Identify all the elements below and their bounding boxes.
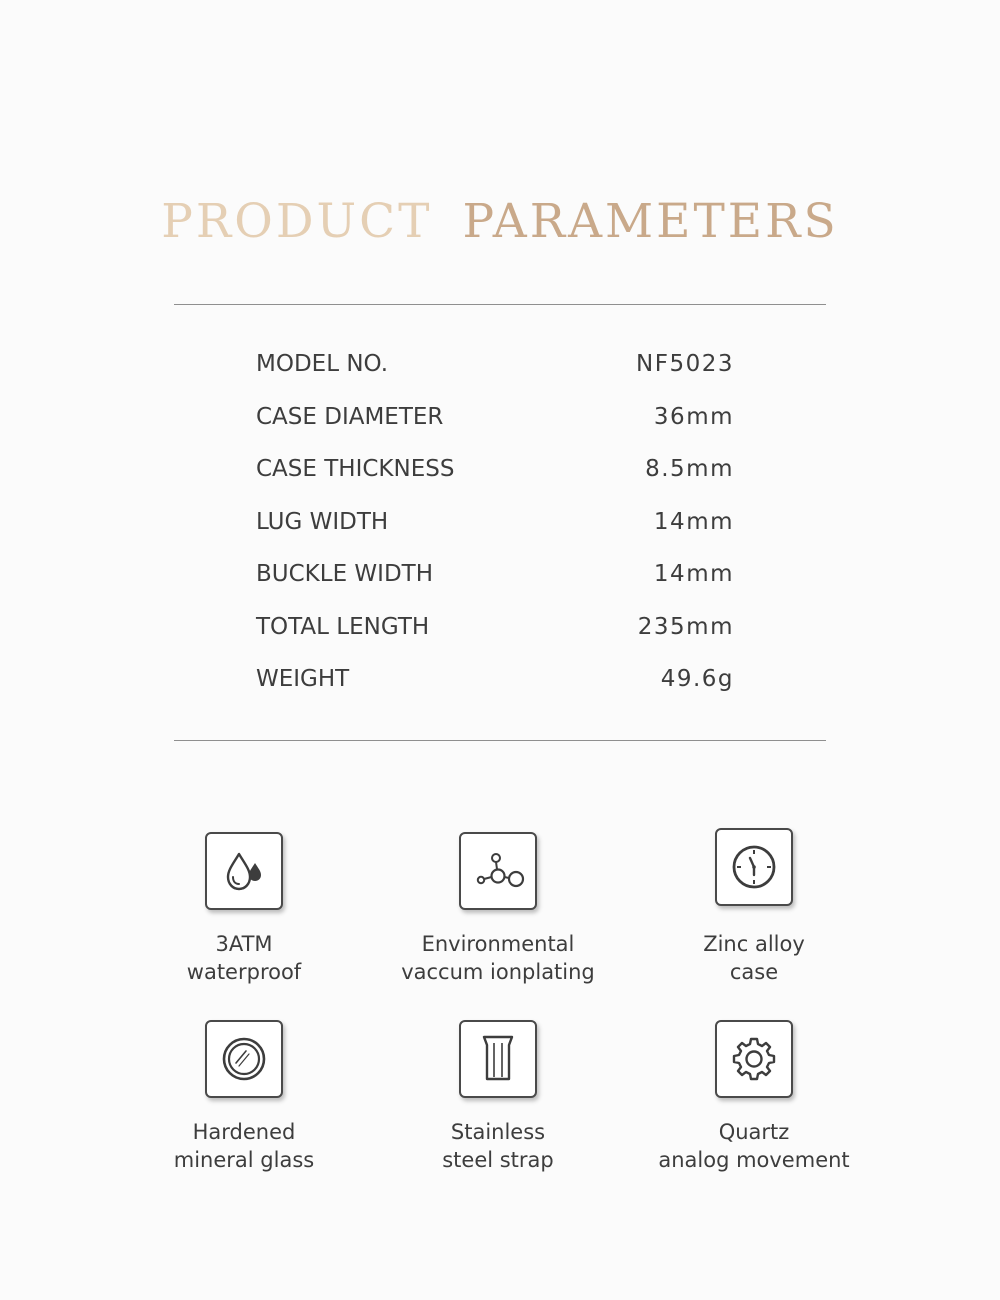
spec-row-weight (256, 653, 734, 706)
spec-label: TOTAL LENGTH (256, 613, 430, 640)
spec-table (256, 338, 734, 706)
bottom-divider (174, 740, 826, 741)
feature-line2: steel strap (442, 1148, 554, 1172)
feature-line1: Environmental (421, 932, 575, 956)
top-divider (174, 304, 826, 305)
clock-icon (715, 828, 793, 906)
feature-line1: Zinc alloy (703, 932, 805, 956)
feature-line2: waterproof (186, 960, 302, 984)
spec-label: CASE DIAMETER (256, 403, 444, 430)
glass-lens-icon (205, 1020, 283, 1098)
gear-icon (715, 1020, 793, 1098)
spec-value: NF5023 (636, 351, 734, 378)
spec-value: 14mm (653, 508, 734, 535)
spec-row-case-diameter (256, 391, 734, 444)
spec-label: WEIGHT (256, 666, 350, 693)
spec-value: 49.6g (660, 666, 734, 693)
water-drop-icon (205, 832, 283, 910)
title-word-parameters: PARAMETERS (462, 194, 839, 249)
spec-value: 14mm (653, 561, 734, 588)
feature-line2: vaccum ionplating (401, 960, 595, 984)
spec-row-buckle-width (256, 548, 734, 601)
spec-value: 8.5mm (645, 456, 734, 483)
spec-row-case-thickness (256, 443, 734, 496)
feature-line2: analog movement (658, 1148, 850, 1172)
spec-value: 36mm (653, 403, 734, 430)
spec-label: BUCKLE WIDTH (256, 561, 433, 588)
feature-quartz-movement (614, 1020, 894, 1174)
spec-label: LUG WIDTH (256, 508, 389, 535)
strap-icon (459, 1020, 537, 1098)
feature-steel-strap (358, 1020, 638, 1174)
title-word-product: PRODUCT (161, 194, 433, 249)
feature-line2: mineral glass (173, 1148, 315, 1172)
feature-line2: case (729, 960, 779, 984)
feature-ionplating (358, 832, 638, 986)
feature-line1: Hardened (192, 1120, 296, 1144)
spec-row-total-length (256, 601, 734, 654)
spec-label: MODEL NO. (256, 351, 389, 378)
molecule-icon (459, 832, 537, 910)
page-title (0, 192, 1000, 252)
feature-line1: Stainless (450, 1120, 546, 1144)
spec-label: CASE THICKNESS (256, 456, 455, 483)
spec-row-model (256, 338, 734, 391)
feature-line1: Quartz (718, 1120, 790, 1144)
feature-zinc-alloy (614, 828, 894, 986)
feature-mineral-glass (104, 1020, 384, 1174)
spec-value: 235mm (637, 613, 734, 640)
spec-row-lug-width (256, 496, 734, 549)
feature-line1: 3ATM (215, 932, 273, 956)
feature-waterproof (104, 832, 384, 986)
